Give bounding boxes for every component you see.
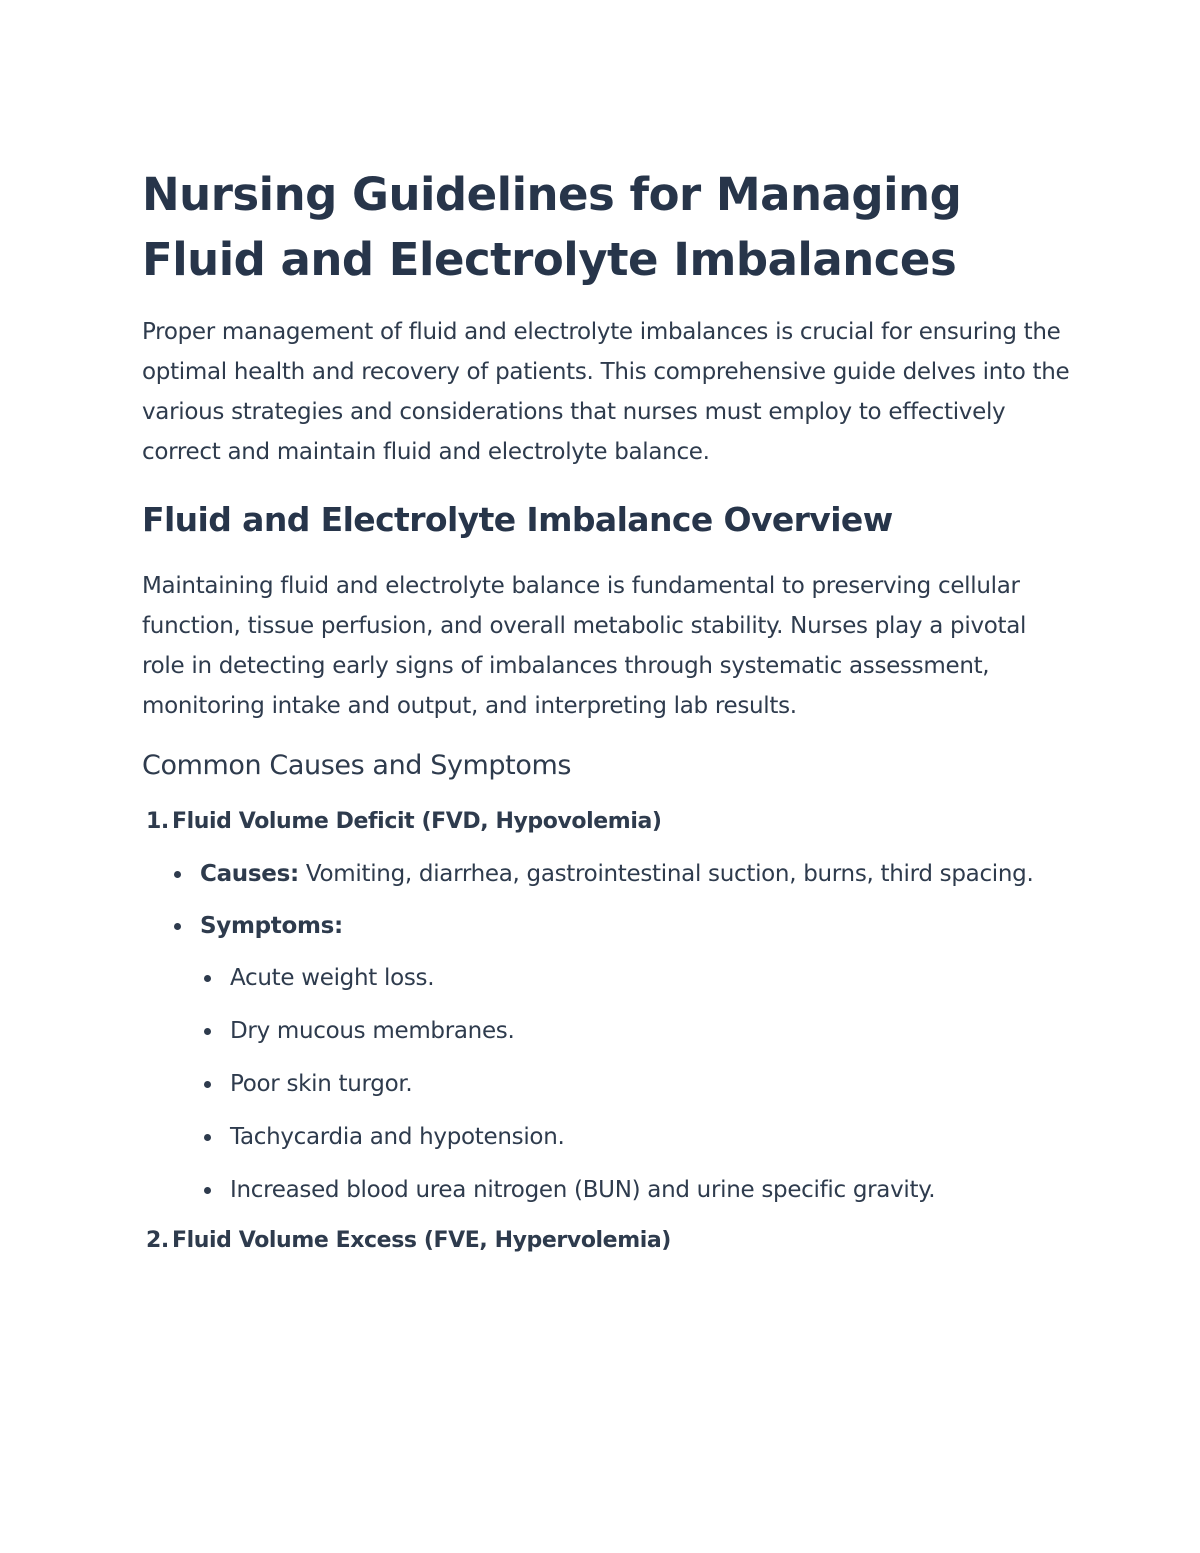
document-page	[142, 162, 1072, 1259]
symptom-item: Tachycardia and hypotension.	[230, 1117, 1072, 1157]
list-item-title: Fluid Volume Deficit (FVD, Hypovolemia)	[172, 809, 662, 834]
item-details-list	[142, 854, 1072, 1210]
causes-item	[200, 854, 1072, 894]
list-item-number: 2.	[146, 1228, 169, 1253]
symptoms-item	[200, 906, 1072, 1210]
section-heading: Fluid and Electrolyte Imbalance Overview	[142, 500, 893, 539]
symptom-item: Increased blood urea nitrogen (BUN) and urine specific gravity.	[230, 1170, 1072, 1210]
causes-text: Vomiting, diarrhea, gastrointestinal suction, burns, third spacing.	[298, 861, 1034, 887]
symptoms-label: Symptoms:	[200, 913, 343, 939]
list-item-heading	[146, 1223, 1072, 1259]
symptoms-list	[200, 958, 1072, 1210]
subsection-heading: Common Causes and Symptoms	[142, 750, 572, 781]
intro-paragraph: Proper management of fluid and electrolyte imbalances is crucial for ensuring the optimal health and recovery of patients. This comprehensive guide delves into the various strategies and considerations that nurses must employ to effectively correct and maintain fluid and electrolyte balance.	[142, 319, 1070, 465]
list-item-number: 1.	[146, 809, 169, 834]
symptom-item: Dry mucous membranes.	[230, 1011, 1072, 1051]
overview-paragraph: Maintaining fluid and electrolyte balance is fundamental to preserving cellular function, tissue perfusion, and overall metabolic stability. Nurses play a pivotal role in detecting early signs of imbalances through systematic assessment, monitoring intake and output, and interpreting lab results.	[142, 573, 1027, 719]
list-item-title: Fluid Volume Excess (FVE, Hypervolemia)	[172, 1228, 671, 1253]
causes-label: Causes:	[200, 861, 299, 887]
symptom-item: Acute weight loss.	[230, 958, 1072, 998]
list-item-heading	[146, 804, 1072, 840]
page-title: Nursing Guidelines for Managing Fluid and Electrolyte Imbalances	[142, 168, 962, 286]
symptom-item: Poor skin turgor.	[230, 1064, 1072, 1104]
